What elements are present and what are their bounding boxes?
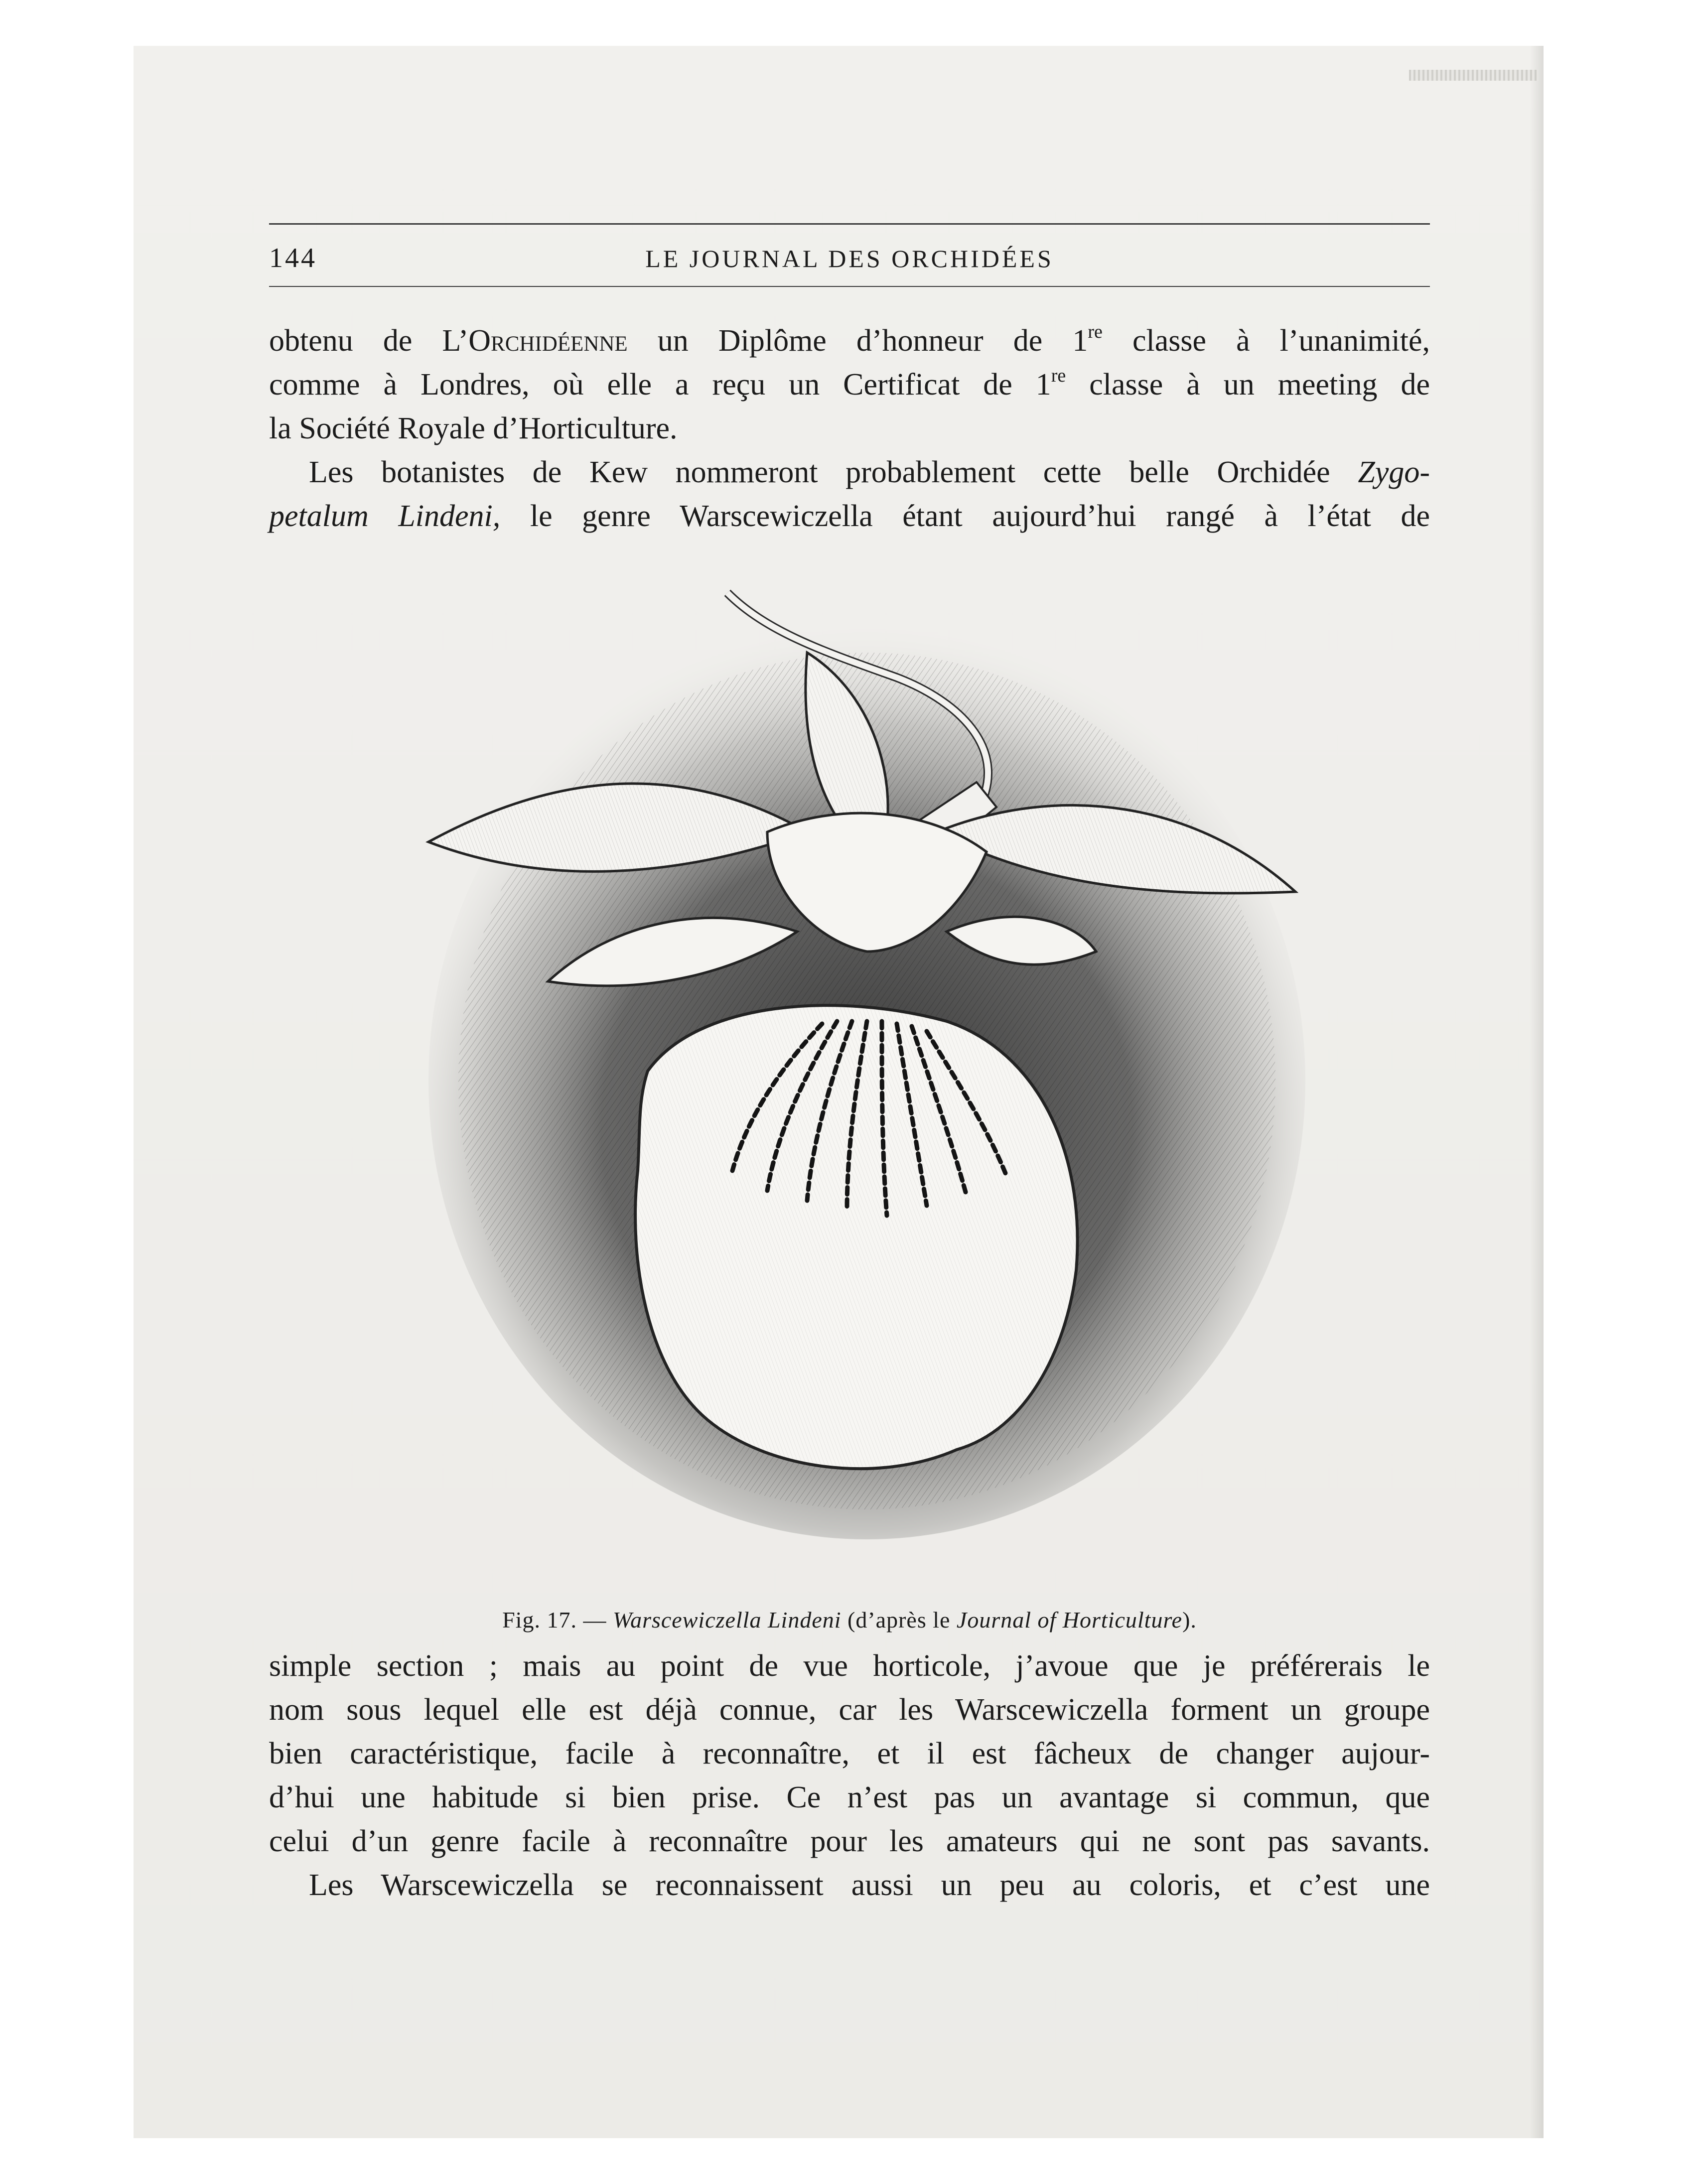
text-line: celui d’un genre facile à reconnaître pour les amateurs qui ne sont pas savants. — [269, 1824, 1430, 1858]
header-rule-top — [269, 223, 1430, 225]
page-edge-shadow — [1530, 46, 1544, 2138]
superscript: re — [1088, 321, 1103, 342]
orchid-engraving — [389, 573, 1335, 1569]
scan-corner-mark — [1409, 70, 1539, 81]
italic-run: petalum Lindeni, — [269, 499, 501, 533]
text-line: nom sous lequel elle est déjà connue, car les Warscewiczella forment un groupe — [269, 1693, 1430, 1727]
caption-text: ). — [1182, 1607, 1197, 1633]
text-run: classe à un meeting de — [1066, 368, 1430, 402]
caption-text: (d’après le — [841, 1607, 957, 1633]
superscript: re — [1051, 365, 1066, 386]
caption-species: Warscewiczella Lindeni — [612, 1607, 842, 1633]
running-head — [269, 239, 1430, 279]
text-line: Les Warscewiczella se reconnaissent aussi un peu au coloris, et c’est une — [309, 1868, 1430, 1902]
text-line — [269, 319, 1430, 363]
caption-prefix: Fig. 17. — — [502, 1607, 613, 1633]
text-block-bottom — [269, 1644, 1430, 1907]
text-run: un Diplôme d’honneur de 1 — [627, 324, 1088, 358]
text-run: comme à Londres, où elle a reçu un Certificat de 1 — [269, 368, 1051, 402]
text-run: le genre Warscewiczella étant aujourd’hui rangé à l’état de — [500, 499, 1430, 533]
header-rule-bottom — [269, 286, 1430, 287]
figure-caption — [269, 1607, 1430, 1633]
text-run: obtenu de L’ — [269, 324, 469, 358]
smallcaps-run: Orchidéenne — [468, 324, 628, 358]
text-block-top — [269, 319, 1430, 538]
page-number: 144 — [269, 243, 317, 273]
italic-run: Zygo- — [1358, 455, 1430, 489]
text-run: Les botanistes de Kew nommeront probablement cette belle Orchidée — [309, 455, 1358, 489]
text-line: la Société Royale d’Horticulture. — [269, 411, 678, 445]
text-line — [269, 450, 1430, 494]
text-line: bien caractéristique, facile à reconnaître, et il est fâcheux de changer aujour- — [269, 1737, 1430, 1771]
text-line — [269, 363, 1430, 407]
caption-source: Journal of Horticulture — [956, 1607, 1183, 1633]
text-line: simple section ; mais au point de vue horticole, j’avoue que je préférerais le — [269, 1649, 1430, 1683]
text-line: d’hui une habitude si bien prise. Ce n’est pas un avantage si commun, que — [269, 1780, 1430, 1814]
text-line — [269, 494, 1430, 538]
text-run: classe à l’unanimité, — [1102, 324, 1430, 358]
journal-title: LE JOURNAL DES ORCHIDÉES — [645, 245, 1054, 273]
